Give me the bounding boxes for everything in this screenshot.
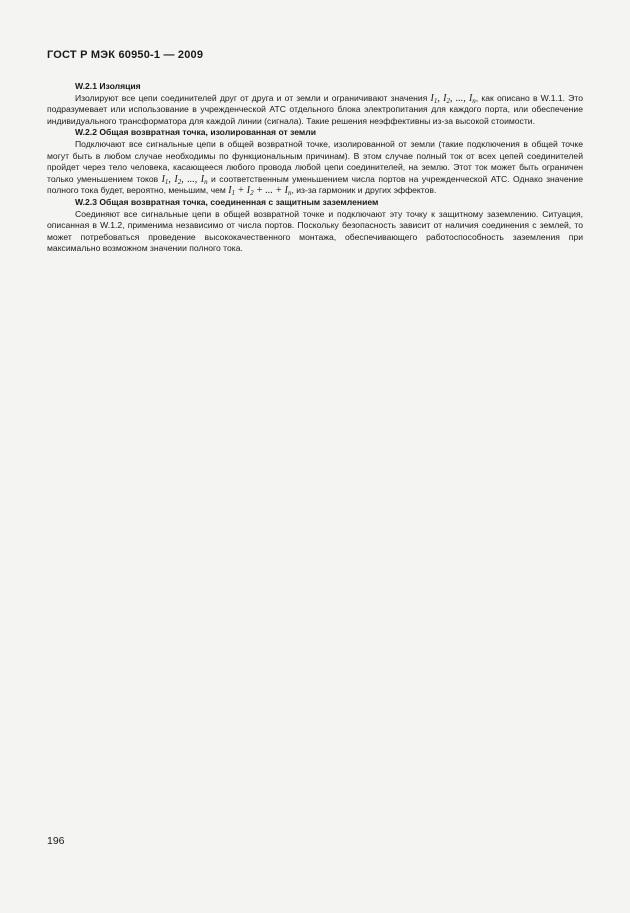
sum-formula — [228, 185, 291, 196]
paragraph-text: Подключают все сигнальные цепи в общей возвратной точке, изолированной от земли (такие подключения в общей точке могут быть в любом случае необходимы по функциональным причинам). В этом случае полный ток от всех цепей соединителей пройдет через тело человека, касающееся любого провода любой цепи соединителей, на землю. Этот ток может быть ограничен только уменьшением токов — [47, 138, 583, 184]
formula-text: $I_1 + I_2$ + ... + $I_n$ — [228, 185, 292, 198]
current-formula — [162, 174, 208, 185]
paragraph-text: Изолируют все цепи соединителей друг от друга и от земли и ограничивают значения — [75, 92, 431, 103]
document-header: ГОСТ Р МЭК 60950-1 — 2009 — [47, 49, 204, 61]
section-heading: W.2.3 Общая возвратная точка, соединенная с защитным заземлением — [75, 196, 379, 207]
paragraph-text: , из-за гармоник и других эффектов. — [291, 185, 437, 196]
formula-text: $I_1$, $I_2$, ..., $I_n$ — [430, 92, 476, 105]
section-paragraph: Соединяют все сигнальные цепи в общей возвратной точке и подключают эту точку к защитному заземлению. Ситуация, описанная в W.1.2, применима независимо от числа портов. Поскольку безопасность зависит от наличия соединения с землей, то может потребоваться проведение высококачественного монтажа, обеспечивающего работоспособность заземления при максимально возможном значении полного тока. — [47, 208, 583, 254]
paragraph-text: и соответственным уменьшением числа портов на учрежденческой АТС. Однако значение полного тока будет, вероятно, меньшим, чем — [47, 173, 583, 196]
section-paragraph — [47, 139, 583, 197]
section-paragraph — [47, 93, 583, 128]
paragraph-text: , как описано в W.1.1. Это подразумевает или использование в учрежденческой АТС отдельного блока электропитания для каждого порта, или обеспечение индивидуального трансформатора для каждой линии (сигнала). Такие решения неэффективны из-за высокой стоимости. — [47, 92, 583, 126]
section-heading: W.2.1 Изоляция — [75, 81, 141, 91]
current-formula — [431, 93, 476, 104]
section-heading: W.2.2 Общая возвратная точка, изолированная от земли — [75, 127, 317, 138]
formula-text: $I_1$, $I_2$, ..., $I_n$ — [161, 173, 208, 186]
document-body — [47, 81, 583, 255]
page-number: 196 — [47, 835, 65, 847]
